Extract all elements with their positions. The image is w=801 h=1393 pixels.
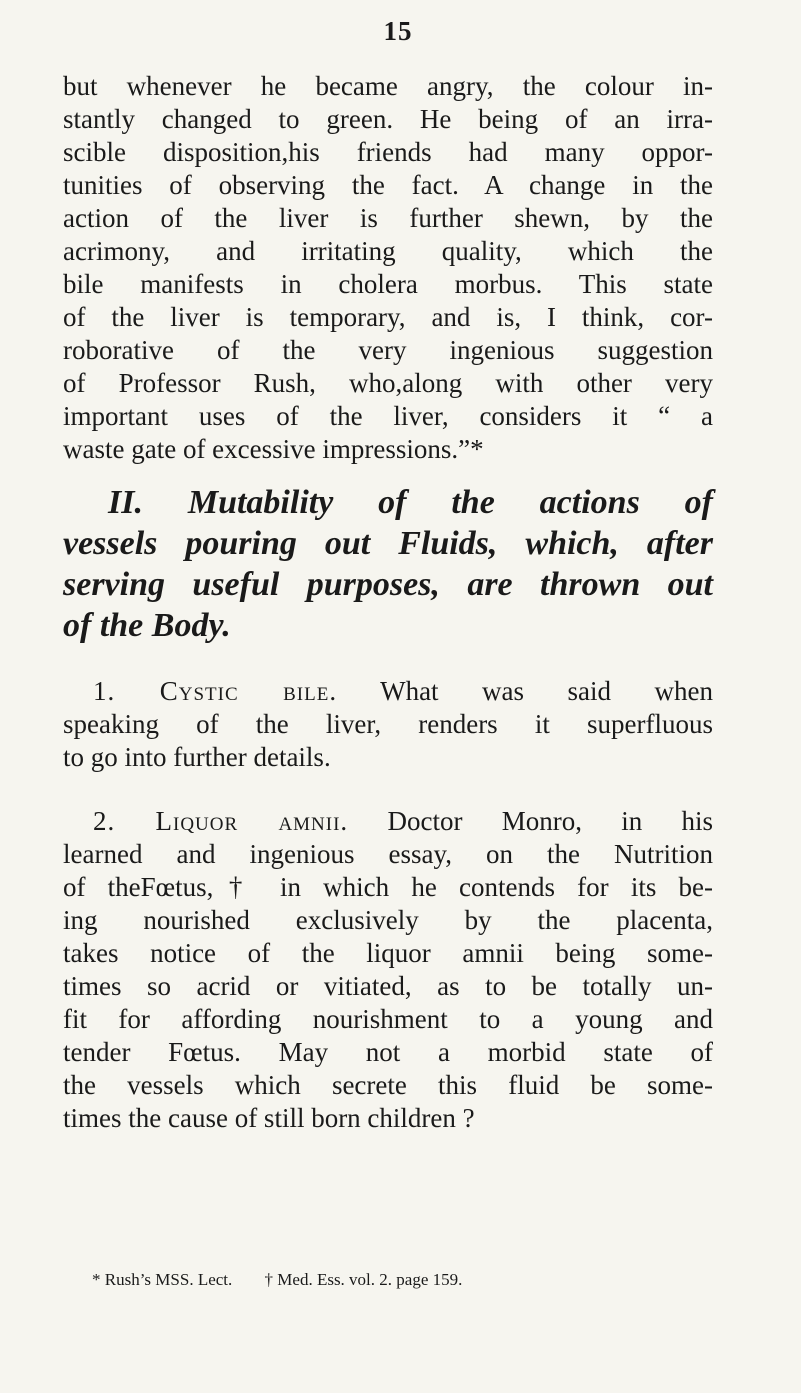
text-line: but whenever he became angry, the colour in- — [63, 71, 713, 101]
footnotes — [92, 1270, 692, 1290]
text-line: ing nourished exclusively by the placenta, — [63, 905, 713, 935]
paragraph-liquor-amnii — [63, 805, 713, 1135]
paragraph-liver — [63, 70, 713, 466]
text-line: waste gate of excessive impressions.”* — [63, 434, 484, 464]
text-line: to go into further details. — [63, 742, 331, 772]
page-number: 15 — [383, 16, 413, 46]
text-line: roborative of the very ingenious suggestion — [63, 335, 713, 365]
heading-line: II. Mutability of the actions of — [108, 484, 713, 521]
text-line: times so acrid or vitiated, as to be totally un- — [63, 971, 713, 1001]
text-line: the vessels which secrete this fluid be some- — [63, 1070, 713, 1100]
text-line: action of the liver is further shewn, by the — [63, 203, 713, 233]
heading-line: vessels pouring out Fluids, which, after — [63, 525, 713, 562]
section-heading — [63, 482, 713, 646]
text-line: tender Fœtus. May not a morbid state of — [63, 1037, 713, 1067]
section-label: 2. Liquor amnii. — [93, 806, 349, 836]
text-line — [63, 675, 713, 708]
heading-line: serving useful purposes, are thrown out — [63, 566, 713, 603]
text-line: of the liver is temporary, and is, I think, cor- — [63, 302, 713, 332]
line-text: Doctor Monro, in his — [348, 806, 713, 836]
text-line: of theFœtus,† in which he contends for its be- — [63, 872, 713, 902]
footnote-rush: * Rush’s MSS. Lect. — [92, 1270, 233, 1289]
text-line: learned and ingenious essay, on the Nutrition — [63, 839, 713, 869]
text-line: of Professor Rush, who,along with other very — [63, 368, 713, 398]
footnote-med-ess: † Med. Ess. vol. 2. page 159. — [264, 1270, 463, 1289]
text-line: important uses of the liver, considers it “ a — [63, 401, 713, 431]
text-line: takes notice of the liquor amnii being some- — [63, 938, 713, 968]
text-line: fit for affording nourishment to a young and — [63, 1004, 713, 1034]
paragraph-cystic-bile — [63, 675, 713, 774]
text-line: stantly changed to green. He being of an irra- — [63, 104, 713, 134]
text-line: scible disposition,his friends had many oppor- — [63, 137, 713, 167]
text-line: speaking of the liver, renders it superfluous — [63, 709, 713, 739]
section-label: 1. Cystic bile. — [93, 676, 338, 706]
text-line: acrimony, and irritating quality, which the — [63, 236, 713, 266]
text-line: tunities of observing the fact. A change in the — [63, 170, 713, 200]
line-text: What was said when — [337, 676, 713, 706]
text-line — [63, 805, 713, 838]
text-line: bile manifests in cholera morbus. This state — [63, 269, 713, 299]
heading-line: of the Body. — [63, 607, 231, 644]
text-line: times the cause of still born children ? — [63, 1103, 475, 1133]
